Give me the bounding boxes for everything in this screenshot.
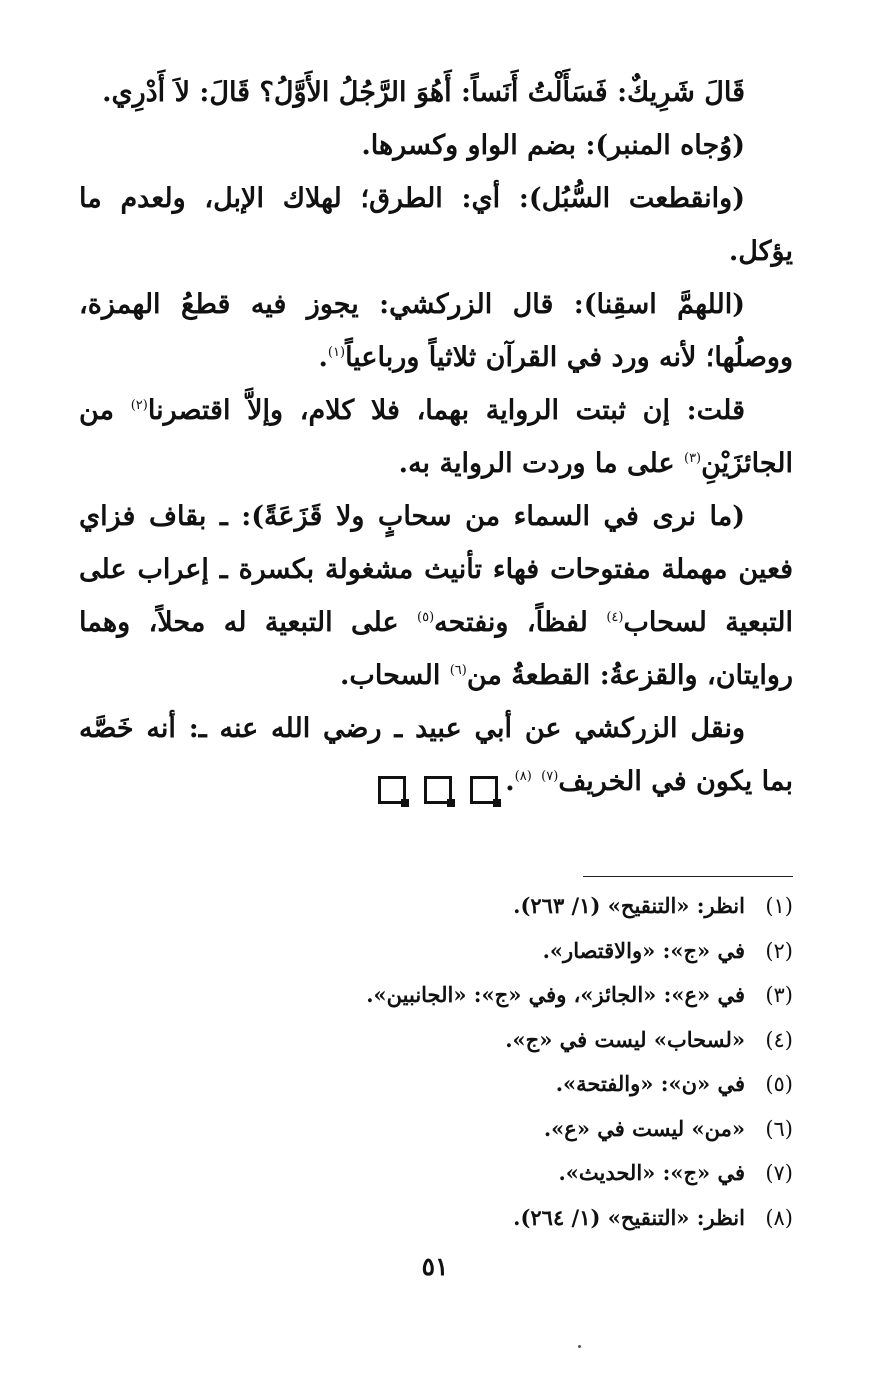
footnote-item (79, 1018, 793, 1063)
paragraph-text: على التبعية له محلاً، وهما روايتان، والقزعةُ: القطعةُ من (79, 607, 793, 691)
paragraph-text: لفظاً، ونفتحه (434, 607, 607, 638)
footnote-ref-7[interactable]: (٧) (541, 769, 559, 784)
punctuation: . (318, 342, 328, 373)
footnote-ref-4[interactable]: (٤) (606, 610, 624, 625)
footnote-text: في «ج»: «والاقتصار». (542, 937, 745, 963)
footnote-ref-6[interactable]: (٦) (449, 663, 467, 678)
paragraph-sharik (79, 66, 793, 119)
footnote-item (79, 1062, 793, 1107)
paragraph-text: السحاب. (340, 660, 450, 691)
scan-speck (578, 1345, 581, 1348)
footnote-number: (٤) (765, 1027, 793, 1052)
paragraph-text: ونقل الزركشي عن أبي عبيد ـ رضي الله عنه ـ: أنه خَصَّه بما يكون في الخريف (79, 713, 793, 797)
paragraph-qultu (79, 384, 793, 490)
punctuation: . (505, 766, 515, 797)
footnote-number: (٣) (765, 983, 793, 1007)
paragraph-allahumma (79, 278, 793, 384)
paragraph-text: على ما وردت الرواية به. (398, 448, 684, 479)
footnote-number: (٦) (765, 1116, 793, 1141)
ornament-square-icon (470, 776, 498, 804)
footnote-text: «من» ليست في «ع». (543, 1115, 745, 1141)
footnote-text: في «ع»: «الجائز»، وفي «ج»: «الجانبين». (366, 982, 745, 1007)
footnote-ref-8[interactable]: (٨) (514, 769, 532, 784)
page-number: ٥١ (421, 1252, 449, 1281)
footnote-number: (١) (765, 894, 793, 918)
footnote-text: انظر: «التنقيح» (١/ ٢٦٣). (513, 893, 745, 918)
footnote-item (79, 1151, 793, 1196)
paragraph-wujah (79, 119, 793, 172)
ornament-square-icon (424, 776, 452, 804)
footnote-text: «لسحاب» ليست في «ج». (505, 1026, 745, 1052)
paragraph-text: قَالَ شَرِيكٌ: فَسَأَلْتُ أَنَساً: أَهُوَ الرَّجُلُ الأَوَّلُ؟ قَالَ: لاَ أَدْرِي. (102, 77, 745, 108)
paragraph-text: (وانقطعت السُّبُل): أي: الطرق؛ لهلاك الإبل، ولعدم ما يؤكل. (79, 183, 793, 267)
footnote-number: (٥) (765, 1072, 793, 1096)
footnote-item (79, 1107, 793, 1152)
footnote-text: في «ج»: «الحديث». (558, 1160, 745, 1185)
footnotes-list (79, 884, 793, 1240)
footnote-ref-3[interactable]: (٣) (683, 451, 702, 466)
paragraph-text: قلت: إن ثبتت الرواية بهما، فلا كلام، وإلاَّ اقتصرنا (147, 395, 745, 426)
paragraph-qazaa (79, 490, 793, 702)
paragraph-text: (اللهمَّ اسقِنا): قال الزركشي: يجوز فيه قطعُ الهمزة، ووصلُها؛ لأنه ورد في القرآن ثلاثياً ورباعياً (79, 289, 793, 373)
footnote-ref-5[interactable]: (٥) (417, 610, 435, 625)
ornament-square-icon (378, 776, 406, 804)
main-text-body (79, 66, 793, 808)
paragraph-text: من الجائزَيْنِ (79, 395, 793, 479)
footnote-item (79, 929, 793, 974)
footnote-item (79, 973, 793, 1018)
paragraph-text: (وُجاه المنبر): بضم الواو وكسرها. (361, 130, 745, 161)
footnote-text: انظر: «التنقيح» (١/ ٢٦٤). (513, 1204, 745, 1230)
footnote-number: (٨) (765, 1205, 793, 1230)
footnote-number: (٧) (765, 1161, 793, 1185)
footnote-item (79, 1196, 793, 1241)
footnote-number: (٢) (765, 938, 793, 963)
footnote-ref-1[interactable]: (١) (327, 345, 346, 360)
footnote-divider (583, 876, 793, 877)
paragraph-subul (79, 172, 793, 278)
footnote-ref-2[interactable]: (٢) (130, 398, 148, 413)
footnote-item (79, 884, 793, 929)
section-end-ornament (378, 776, 498, 804)
footnote-text: في «ن»: «والفتحة». (555, 1071, 745, 1096)
paragraph-text: (ما نرى في السماء من سحابٍ ولا قَزَعَةً): ـ بقاف فزاي فعين مهملة مفتوحات فهاء تأنيث مشغولة بكسرة ـ إعراب على التبعية لسحاب (79, 501, 793, 638)
